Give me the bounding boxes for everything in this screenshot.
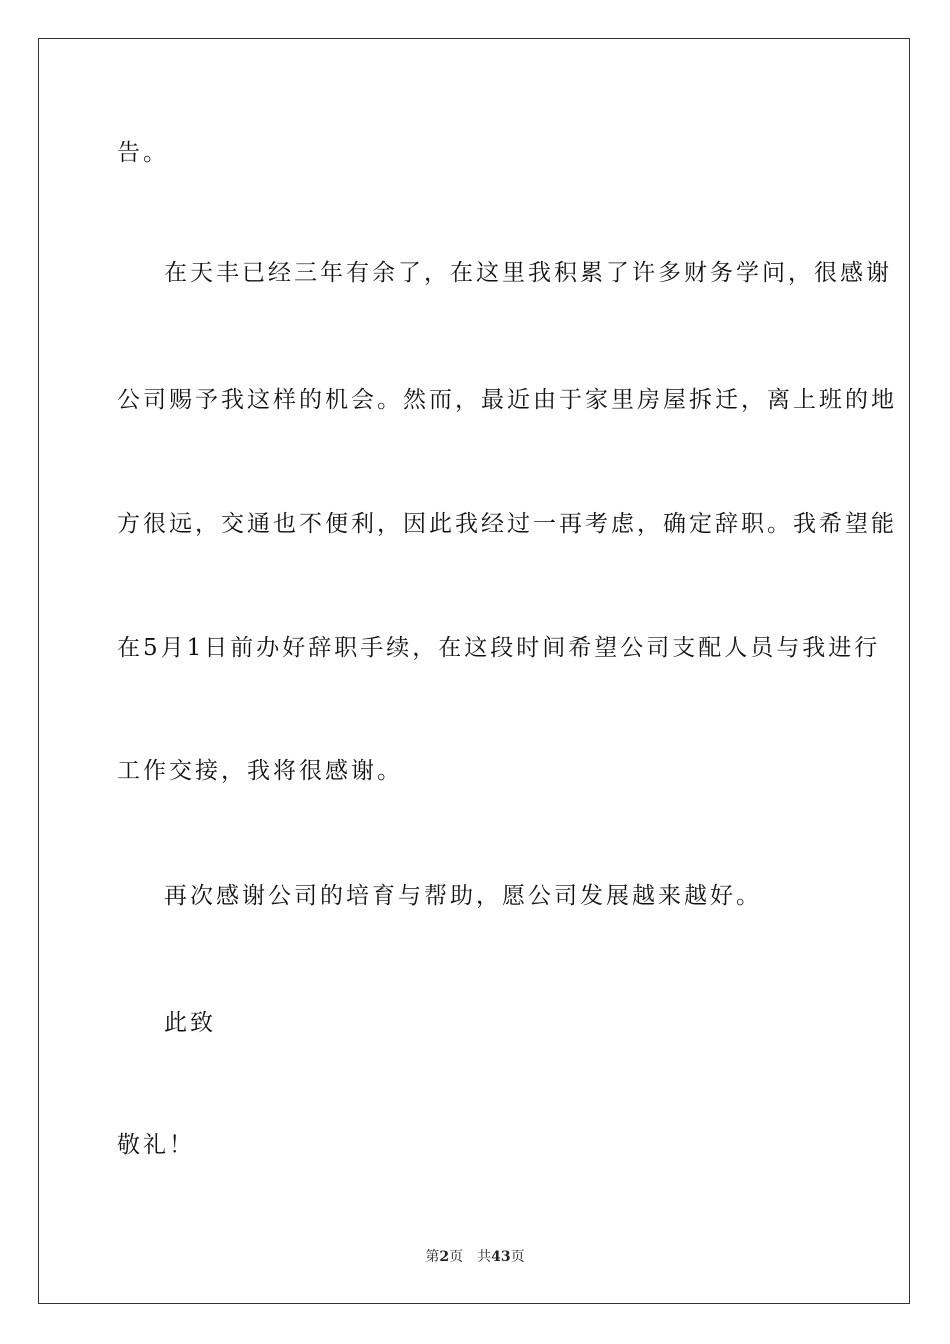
text-line-4: 方很远，交通也不便利，因此我经过一再考虑，确定辞职。我希望能 bbox=[117, 511, 897, 537]
total-suffix: 页 bbox=[510, 1249, 525, 1265]
text-line-3: 公司赐予我这样的机会。然而，最近由于家里房屋拆迁，离上班的地 bbox=[117, 387, 897, 413]
text-line-1: 告。 bbox=[117, 140, 169, 166]
page-number: 2 bbox=[439, 1249, 450, 1265]
page-suffix: 页 bbox=[449, 1249, 464, 1265]
page-border bbox=[38, 38, 910, 1304]
page-prefix: 第 bbox=[425, 1249, 440, 1265]
closing-line: 此致 bbox=[164, 1010, 216, 1036]
text-line-5: 在5月1日前办好辞职手续，在这段时间希望公司支配人员与我进行 bbox=[117, 635, 881, 661]
text-line-6: 工作交接，我将很感谢。 bbox=[117, 758, 403, 784]
total-pages: 43 bbox=[491, 1249, 511, 1265]
text-line-7: 再次感谢公司的培育与帮助，愿公司发展越来越好。 bbox=[164, 883, 762, 909]
page-footer bbox=[0, 1248, 950, 1266]
total-prefix: 共 bbox=[477, 1249, 492, 1265]
text-line-2: 在天丰已经三年有余了，在这里我积累了许多财务学问，很感谢 bbox=[164, 260, 892, 286]
salutation-line: 敬礼！ bbox=[117, 1132, 195, 1158]
